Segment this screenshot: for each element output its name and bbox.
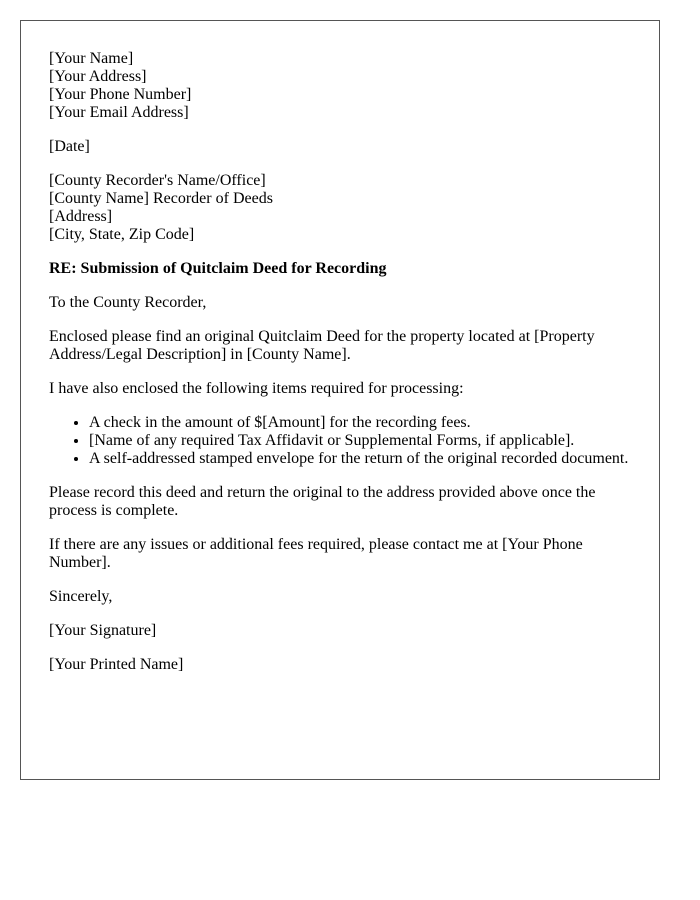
recipient-office: [County Recorder's Name/Office] [49,172,266,189]
printed-name: [Your Printed Name] [49,656,184,673]
sender-block [49,50,631,122]
sender-phone: [Your Phone Number] [49,86,192,103]
letter-page [20,20,660,780]
recipient-title: [County Name] Recorder of Deeds [49,190,273,207]
contact-paragraph: If there are any issues or additional fees required, please contact me at [Your Phone Number]. [49,536,583,571]
sender-email: [Your Email Address] [49,104,189,121]
signature: [Your Signature] [49,622,157,639]
recipient-city-state-zip: [City, State, Zip Code] [49,226,195,243]
recipient-address: [Address] [49,208,113,225]
enclosures-intro-paragraph: I have also enclosed the following items required for processing: [49,380,464,397]
list-item: • A self-addressed stamped envelope for the return of the original recorded document. [89,450,631,468]
enclosures-list [49,414,631,468]
salutation: To the County Recorder, [49,294,207,311]
sender-address: [Your Address] [49,68,147,85]
intro-paragraph: Enclosed please find an original Quitclaim Deed for the property located at [Property Address/Legal Description] in [County Name]. [49,328,595,363]
closing: Sincerely, [49,588,113,605]
sender-name: [Your Name] [49,50,134,67]
request-paragraph: Please record this deed and return the original to the address provided above once the process is complete. [49,484,596,519]
list-item: • A check in the amount of $[Amount] for the recording fees. [89,414,631,432]
letter-date: [Date] [49,138,90,155]
subject-line: RE: Submission of Quitclaim Deed for Recording [49,260,387,277]
recipient-block [49,172,631,244]
list-item: • [Name of any required Tax Affidavit or Supplemental Forms, if applicable]. [89,432,631,450]
